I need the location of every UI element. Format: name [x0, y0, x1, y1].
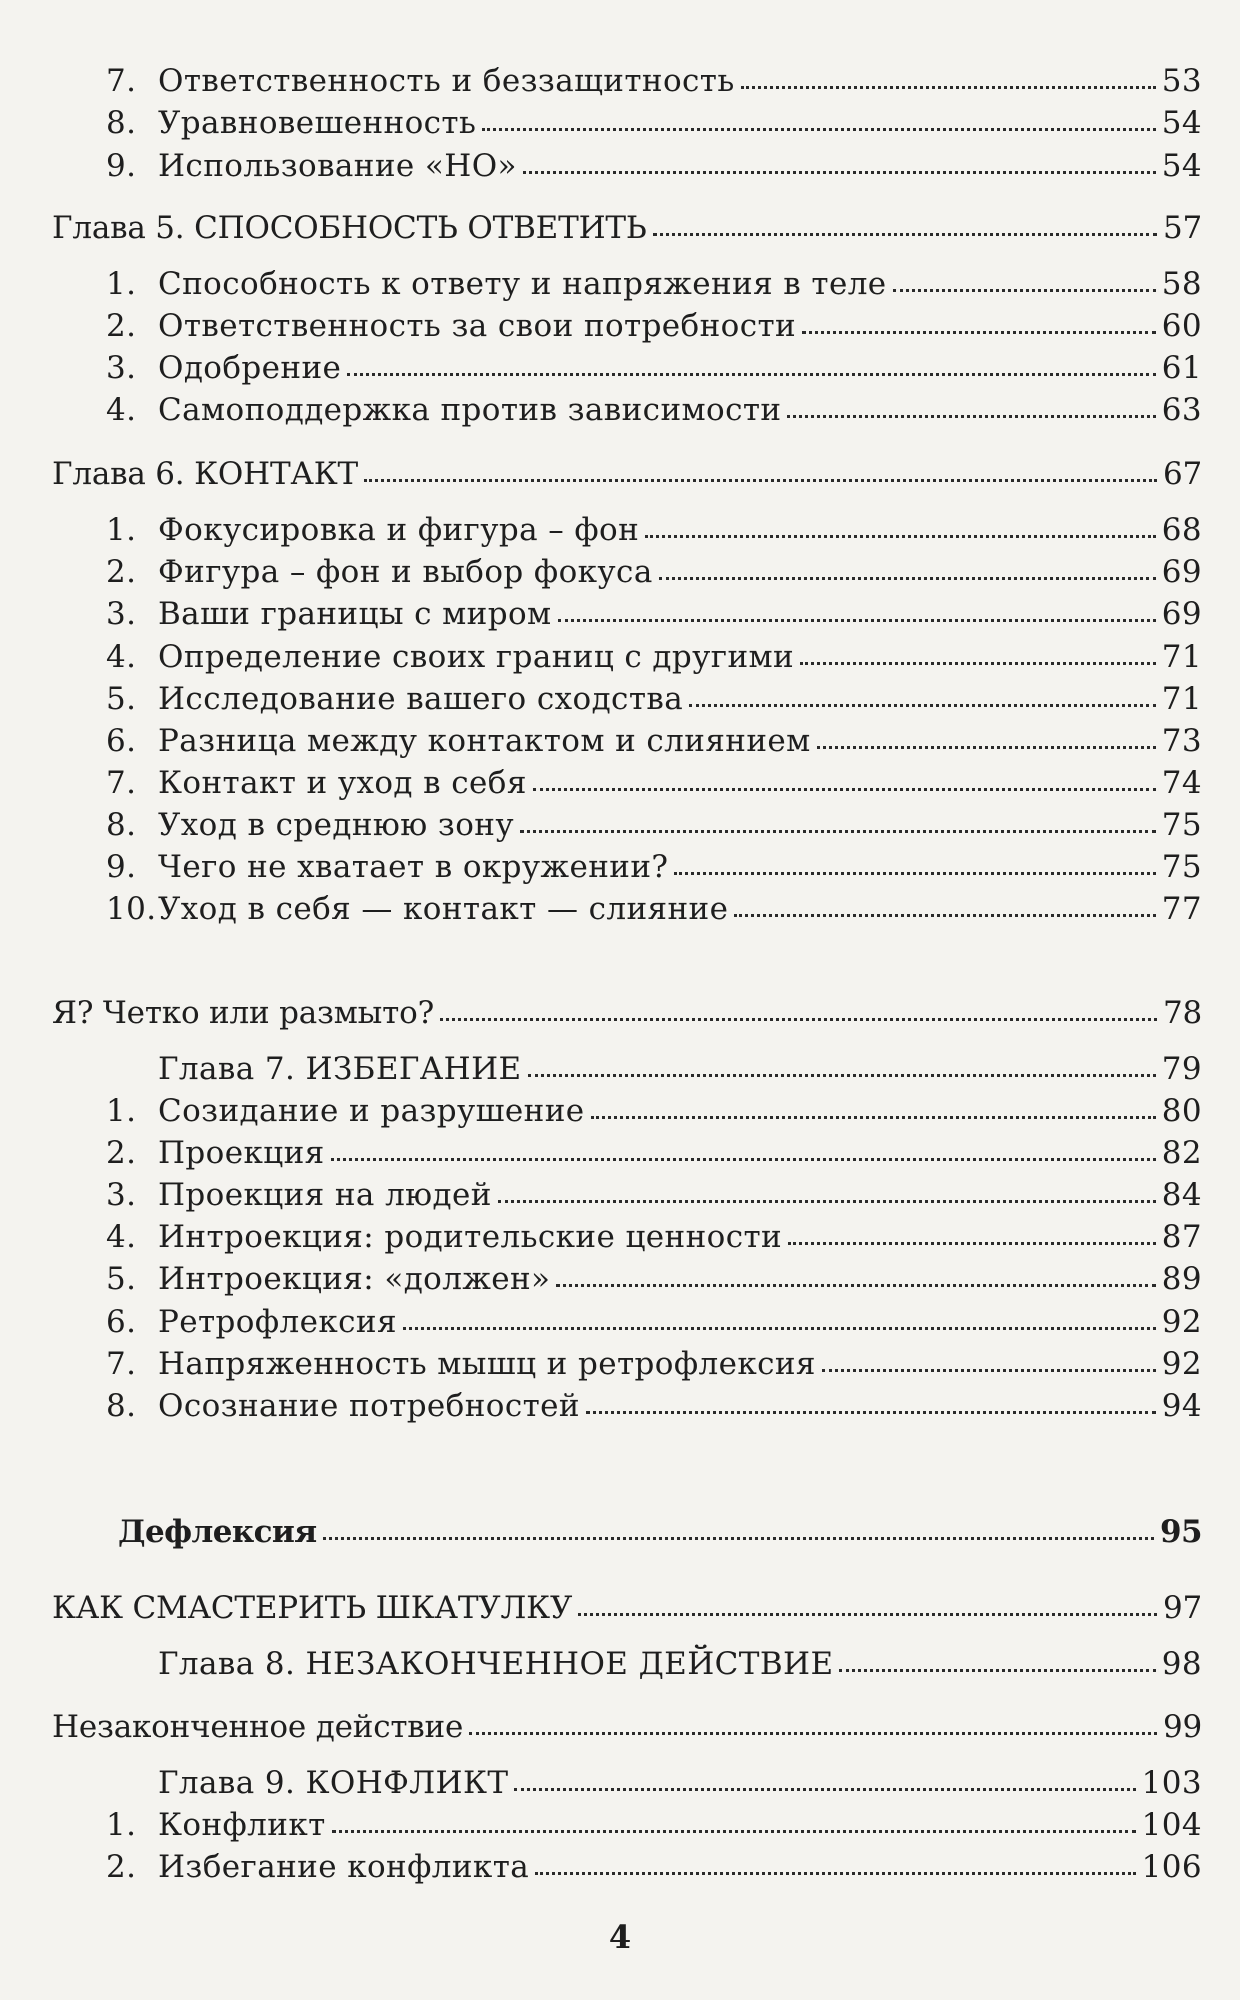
- entry-number: 10.: [106, 891, 157, 927]
- dot-leader: [331, 1150, 1156, 1161]
- entry-title: Ответственность за свои потребности: [158, 308, 797, 344]
- dot-leader: [800, 654, 1156, 665]
- entry-number: 9.: [106, 849, 137, 885]
- entry-title: Разница между контактом и слиянием: [158, 723, 811, 759]
- entry-title: Глава 7. ИЗБЕГАНИЕ: [158, 1051, 522, 1087]
- entry-page: 60: [1161, 308, 1202, 344]
- entry-number: 6.: [106, 1304, 137, 1340]
- toc-entry: [106, 1642, 1202, 1686]
- entry-title: Конфликт: [158, 1807, 326, 1843]
- toc-entry: [106, 1257, 1202, 1301]
- entry-page: 68: [1161, 512, 1202, 548]
- toc-entry: [106, 1384, 1202, 1428]
- chapter-page: 99: [1162, 1709, 1202, 1745]
- entry-number: 1.: [106, 1093, 137, 1129]
- entry-page: 87: [1161, 1219, 1202, 1255]
- entry-title: Глава 8. НЕЗАКОНЧЕННОЕ ДЕЙСТВИЕ: [158, 1646, 834, 1682]
- chapter-heading: [52, 452, 1202, 496]
- entry-title: Самоподдержка против зависимости: [158, 392, 782, 428]
- toc-entry: [106, 1215, 1202, 1259]
- entry-number: 2.: [106, 1849, 137, 1885]
- entry-page: 84: [1161, 1177, 1202, 1213]
- entry-number: 5.: [106, 1261, 137, 1297]
- entry-number: 1.: [106, 1807, 137, 1843]
- dot-leader: [802, 323, 1156, 334]
- toc-entry: [106, 592, 1202, 636]
- toc-entry: [106, 1761, 1202, 1805]
- entry-number: 7.: [106, 1346, 137, 1382]
- entry-page: 77: [1161, 891, 1202, 927]
- entry-page: 69: [1161, 596, 1202, 632]
- dot-leader: [440, 1010, 1157, 1021]
- entry-page: 69: [1161, 554, 1202, 590]
- entry-number: 9.: [106, 148, 137, 184]
- toc-entry: [106, 388, 1202, 432]
- entry-page: 54: [1161, 105, 1202, 141]
- chapter-title: Глава 5. СПОСОБНОСТЬ ОТВЕТИТЬ: [52, 210, 647, 246]
- dot-leader: [556, 1276, 1155, 1287]
- entry-title: Способность к ответу и напряжения в теле: [158, 266, 887, 302]
- entry-title: Интроекция: родительские ценности: [158, 1219, 783, 1255]
- toc-entry: [106, 1342, 1202, 1386]
- part-heading: [118, 1510, 1202, 1554]
- entry-title: Осознание потребностей: [158, 1388, 580, 1424]
- entry-page: 103: [1141, 1765, 1202, 1801]
- entry-title: Фигура – фон и выбор фокуса: [158, 554, 653, 590]
- toc-entry: [106, 1845, 1202, 1889]
- chapter-page: 57: [1162, 210, 1202, 246]
- page-number: 4: [608, 1918, 632, 1956]
- dot-leader: [403, 1319, 1156, 1330]
- entry-number: 2.: [106, 308, 137, 344]
- toc-entry: [106, 1803, 1202, 1847]
- entry-title: Уход в среднюю зону: [158, 807, 515, 843]
- chapter-page: 78: [1162, 995, 1202, 1031]
- entry-page: 73: [1161, 723, 1202, 759]
- toc-entry: [106, 635, 1202, 679]
- entry-title: Использование «НО»: [158, 148, 517, 184]
- toc-entry: [106, 1131, 1202, 1175]
- dot-leader: [578, 1605, 1157, 1616]
- chapter-title: Я? Четко или размыто?: [52, 995, 434, 1031]
- entry-number: 2.: [106, 554, 137, 590]
- chapter-heading: [52, 991, 1202, 1035]
- dot-leader: [332, 1822, 1136, 1833]
- entry-number: 8.: [106, 807, 137, 843]
- entry-page: 74: [1161, 765, 1202, 801]
- entry-page: 106: [1141, 1849, 1202, 1885]
- dot-leader: [788, 1234, 1156, 1245]
- dot-leader: [586, 1403, 1156, 1414]
- entry-title: Проекция на людей: [158, 1177, 492, 1213]
- dot-leader: [734, 906, 1155, 917]
- entry-page: 82: [1161, 1135, 1202, 1171]
- dot-leader: [591, 1108, 1156, 1119]
- toc-entry: [106, 346, 1202, 390]
- entry-page: 71: [1161, 681, 1202, 717]
- toc-entry: [106, 550, 1202, 594]
- dot-leader: [498, 1192, 1156, 1203]
- entry-page: 80: [1161, 1093, 1202, 1129]
- dot-leader: [514, 1780, 1135, 1791]
- toc-entry: [106, 304, 1202, 348]
- dot-leader: [653, 225, 1157, 236]
- entry-page: 92: [1161, 1304, 1202, 1340]
- entry-number: 8.: [106, 1388, 137, 1424]
- dot-leader: [839, 1661, 1155, 1672]
- toc-entry: [106, 803, 1202, 847]
- dot-leader: [533, 780, 1156, 791]
- chapter-heading: [52, 1705, 1202, 1749]
- dot-leader: [741, 78, 1156, 89]
- entry-page: 98: [1161, 1646, 1202, 1682]
- entry-title: Глава 9. КОНФЛИКТ: [158, 1765, 509, 1801]
- toc-entry: [106, 887, 1202, 931]
- entry-number: 6.: [106, 723, 137, 759]
- entry-number: 4.: [106, 1219, 137, 1255]
- toc-entry: [106, 101, 1202, 145]
- entry-number: 1.: [106, 266, 137, 302]
- dot-leader: [364, 471, 1157, 482]
- toc-entry: [106, 144, 1202, 188]
- entry-title: Проекция: [158, 1135, 325, 1171]
- entry-title: Ответственность и беззащитность: [158, 63, 735, 99]
- entry-title: Интроекция: «должен»: [158, 1261, 551, 1297]
- entry-title: Ваши границы с миром: [158, 596, 552, 632]
- entry-number: 1.: [106, 512, 137, 548]
- dot-leader: [674, 864, 1155, 875]
- entry-page: 75: [1161, 807, 1202, 843]
- dot-leader: [822, 1361, 1156, 1372]
- entry-title: Фокусировка и фигура – фон: [158, 512, 640, 548]
- entry-page: 58: [1161, 266, 1202, 302]
- entry-number: 4.: [106, 639, 137, 675]
- dot-leader: [523, 163, 1156, 174]
- entry-number: 2.: [106, 1135, 137, 1171]
- dot-leader: [817, 738, 1156, 749]
- part-page: 95: [1160, 1514, 1202, 1550]
- chapter-title: Незаконченное действие: [52, 1709, 464, 1745]
- dot-leader: [645, 527, 1156, 538]
- entry-page: 61: [1161, 350, 1202, 386]
- dot-leader: [323, 1529, 1154, 1540]
- toc-entry: [106, 1089, 1202, 1133]
- entry-number: 8.: [106, 105, 137, 141]
- entry-title: Определение своих границ с другими: [158, 639, 795, 675]
- entry-number: 3.: [106, 1177, 137, 1213]
- entry-title: Уравновешенность: [158, 105, 477, 141]
- entry-page: 54: [1161, 148, 1202, 184]
- dot-leader: [482, 120, 1156, 131]
- entry-page: 71: [1161, 639, 1202, 675]
- entry-page: 79: [1161, 1051, 1202, 1087]
- entry-page: 75: [1161, 849, 1202, 885]
- toc-entry: [106, 1173, 1202, 1217]
- entry-title: Одобрение: [158, 350, 342, 386]
- dot-leader: [528, 1066, 1156, 1077]
- dot-leader: [659, 569, 1156, 580]
- entry-title: Исследование вашего сходства: [158, 681, 684, 717]
- dot-leader: [469, 1724, 1157, 1735]
- entry-title: Ретрофлексия: [158, 1304, 397, 1340]
- dot-leader: [520, 822, 1156, 833]
- toc-entry: [106, 845, 1202, 889]
- part-title: Дефлексия: [118, 1514, 317, 1550]
- entry-title: Избегание конфликта: [158, 1849, 530, 1885]
- chapter-title: КАК СМАСТЕРИТЬ ШКАТУЛКУ: [52, 1590, 573, 1626]
- entry-page: 94: [1161, 1388, 1202, 1424]
- entry-page: 53: [1161, 63, 1202, 99]
- chapter-heading: [52, 1586, 1202, 1630]
- chapter-page: 97: [1162, 1590, 1202, 1626]
- entry-title: Чего не хватает в окружении?: [158, 849, 669, 885]
- chapter-page: 67: [1162, 456, 1202, 492]
- entry-number: 3.: [106, 350, 137, 386]
- entry-page: 92: [1161, 1346, 1202, 1382]
- entry-title: Контакт и уход в себя: [158, 765, 527, 801]
- entry-title: Напряженность мышц и ретрофлексия: [158, 1346, 816, 1382]
- toc-entry: [106, 719, 1202, 763]
- chapter-title: Глава 6. КОНТАКТ: [52, 456, 358, 492]
- dot-leader: [689, 696, 1156, 707]
- toc-entry: [106, 677, 1202, 721]
- entry-title: Созидание и разрушение: [158, 1093, 585, 1129]
- toc-entry: [106, 1047, 1202, 1091]
- entry-number: 7.: [106, 63, 137, 99]
- toc-entry: [106, 761, 1202, 805]
- toc-entry: [106, 508, 1202, 552]
- entry-page: 104: [1141, 1807, 1202, 1843]
- dot-leader: [347, 365, 1155, 376]
- entry-title: Уход в себя — контакт — слияние: [158, 891, 729, 927]
- entry-number: 4.: [106, 392, 137, 428]
- dot-leader: [893, 281, 1156, 292]
- toc-entry: [106, 59, 1202, 103]
- toc-entry: [106, 262, 1202, 306]
- entry-page: 89: [1161, 1261, 1202, 1297]
- dot-leader: [787, 407, 1155, 418]
- entry-page: 63: [1161, 392, 1202, 428]
- entry-number: 7.: [106, 765, 137, 801]
- entry-number: 5.: [106, 681, 137, 717]
- chapter-heading: [52, 206, 1202, 250]
- dot-leader: [535, 1864, 1136, 1875]
- dot-leader: [558, 611, 1156, 622]
- entry-number: 3.: [106, 596, 137, 632]
- toc-entry: [106, 1300, 1202, 1344]
